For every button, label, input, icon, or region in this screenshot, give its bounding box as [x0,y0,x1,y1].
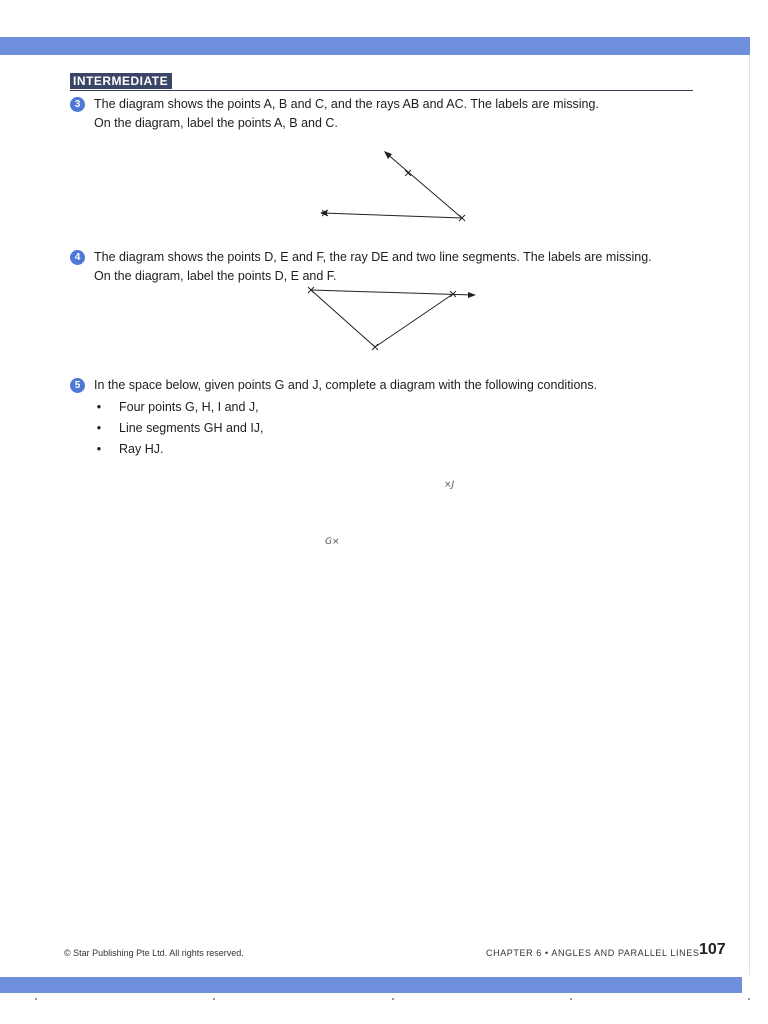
question-number-badge: 5 [70,378,85,393]
scan-speck [748,998,750,1000]
question-text-line: The diagram shows the points D, E and F, the ray DE and two line segments. The labels are missing. [94,250,652,264]
scan-speck [35,998,37,1000]
point-j-label: ×J [444,480,455,490]
scan-speck [213,998,215,1000]
question-number-badge: 3 [70,97,85,112]
question-5 [70,376,710,460]
page-number: 107 [699,941,726,958]
question-text-line: The diagram shows the points A, B and C, and the rays AB and AC. The labels are missing. [94,97,599,111]
condition-text: Line segments GH and IJ, [119,421,264,435]
list-item [94,439,710,460]
question-text-line: In the space below, given points G and J, complete a diagram with the following conditions. [94,378,598,392]
ray-line [311,290,472,295]
point-g-label: G× [325,537,340,547]
condition-text: Four points G, H, I and J, [119,400,259,414]
list-item [94,418,710,439]
question-text-line: On the diagram, label the points D, E and F. [94,269,337,283]
condition-list [94,397,710,460]
segment-line [375,294,453,347]
bullet-icon: • [96,442,102,456]
chapter-title: CHAPTER 6 • ANGLES AND PARALLEL LINES [486,948,700,958]
point-marks [308,287,456,350]
copyright-text: © Star Publishing Pte Ltd. All rights reserved. [64,948,244,958]
scan-speck [570,998,572,1000]
segment-line [311,290,375,347]
list-item [94,397,710,418]
bottom-color-band [0,977,742,993]
question-number-badge: 4 [70,250,85,265]
condition-text: Ray HJ. [119,442,164,456]
arrowhead-icon [468,292,476,298]
bullet-icon: • [96,421,102,435]
scan-speck [392,998,394,1000]
bullet-icon: • [96,400,102,414]
question-text-line: On the diagram, label the points A, B and C. [94,116,338,130]
section-label: INTERMEDIATE [70,73,172,89]
